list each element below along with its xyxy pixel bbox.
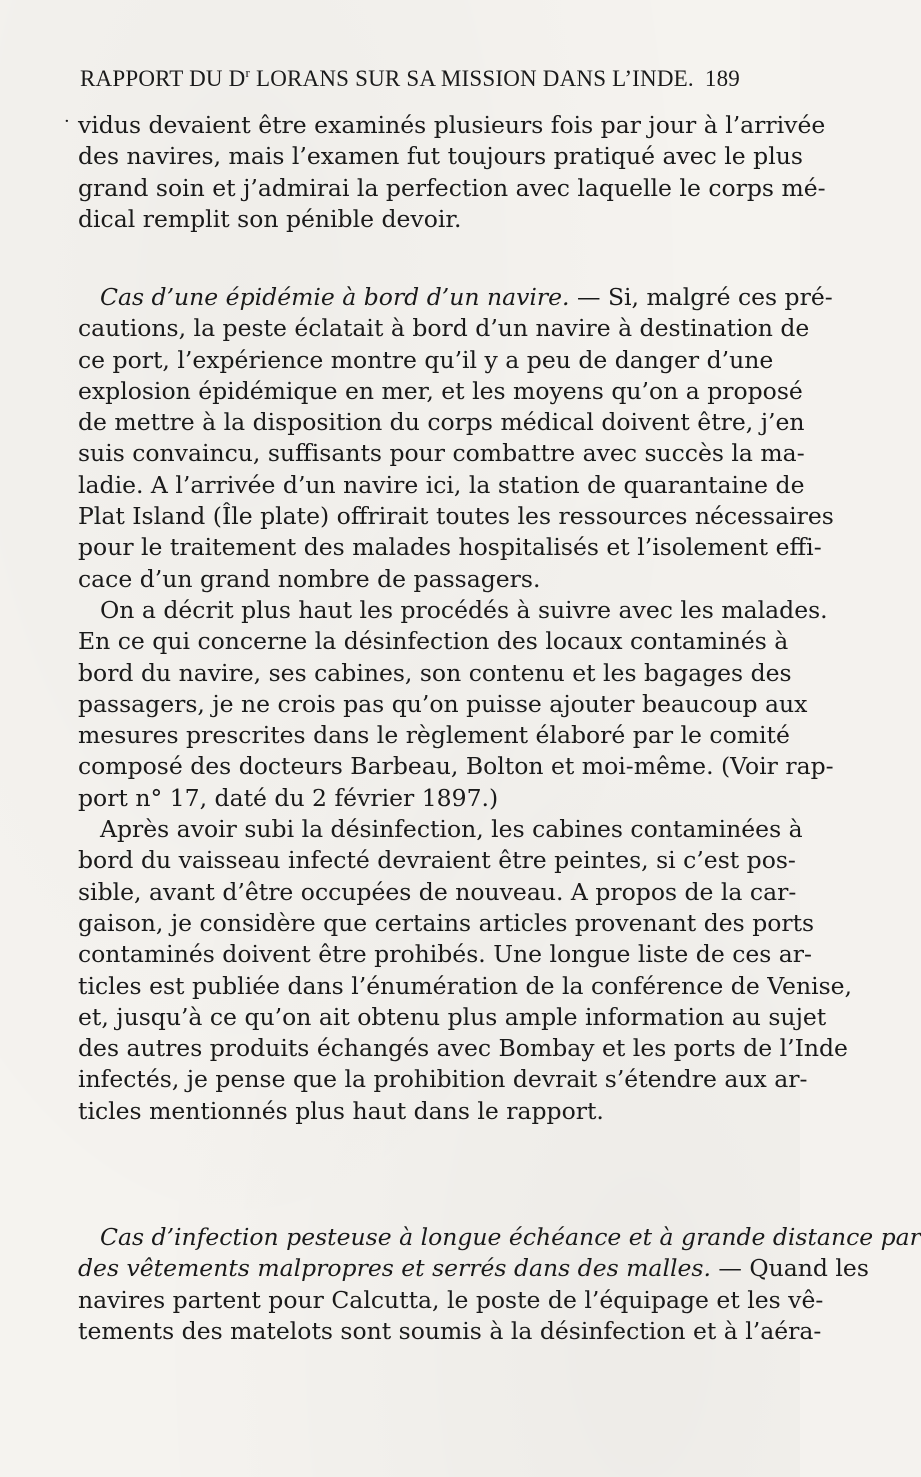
text-line: ladie. A l’arrivée d’un navire ici, la station de quarantaine de [78,470,805,499]
text-line: pour le traitement des malades hospitalisés et l’isolement effi- [78,533,822,562]
text-line: contaminés doivent être prohibés. Une longue liste de ces ar- [78,940,812,969]
text-line: bord du navire, ses cabines, son contenu et les bagages des [78,658,792,687]
text-line: des navires, mais l’examen fut toujours pratiqué avec le plus [78,142,803,171]
text-line: gaison, je considère que certains articles provenant des ports [78,908,815,937]
text-line: Après avoir subi la désinfection, les cabines contaminées à [100,815,803,844]
text-line: cautions, la peste éclatait à bord d’un navire à destination de [78,314,810,343]
text-line: ce port, l’expérience montre qu’il y a peu de danger d’une [78,345,774,374]
text-line: ticles est publiée dans l’énumération de la conférence de Venise, [78,971,853,1000]
text-line: bord du vaisseau infecté devraient être peintes, si c’est pos- [78,846,796,875]
section-heading-continued: des vêtements malpropres et serrés dans des malles. [78,1254,711,1283]
text-line: ticles mentionnés plus haut dans le rapport. [78,1096,604,1125]
running-header [80,66,740,96]
running-title: RAPPORT DU $D^r$ LORANS SUR SA MISSION DANS L’INDE. [80,65,694,91]
text-line: grand soin et j’admirai la perfection avec laquelle le corps mé- [78,173,826,202]
section-heading: Cas d’infection pesteuse à longue échéance et à grande distance par [100,1223,921,1251]
section-epidemic-on-ship [78,282,853,1127]
paragraph-continuation [78,110,826,235]
margin-mark: · [64,111,70,132]
page-number: 189 [704,66,740,91]
text-line: dical remplit son pénible devoir. [78,204,462,233]
text-line: composé des docteurs Barbeau, Bolton et moi-même. (Voir rap- [78,752,834,781]
text-line: vidus devaient être examinés plusieurs fois par jour à l’arrivée [78,111,826,139]
text-line: de mettre à la disposition du corps médical doivent être, j’en [78,408,805,437]
text-line: On a décrit plus haut les procédés à suivre avec les malades. [100,595,828,624]
text-line: Plat Island (Île plate) offrirait toutes les ressources nécessaires [78,502,834,531]
text-line: port n° 17, daté du 2 février 1897.) [78,783,499,812]
text-line: explosion épidémique en mer, et les moyens qu’on a proposé [78,376,803,405]
text-line: des autres produits échangés avec Bombay et les ports de l’Inde [78,1034,848,1063]
text-line: mesures prescrites dans le règlement élaboré par le comité [78,721,790,750]
text-line: et, jusqu’à ce qu’on ait obtenu plus ample information au sujet [78,1002,827,1031]
section-heading: Cas d’une épidémie à bord d’un navire. [100,283,570,311]
text-line: cace d’un grand nombre de passagers. [78,564,541,593]
text-line: infectés, je pense que la prohibition devrait s’étendre aux ar- [78,1065,808,1094]
text-line: sible, avant d’être occupées de nouveau. A propos de la car- [78,877,797,906]
text-line: passagers, je ne crois pas qu’on puisse ajouter beaucoup aux [78,689,808,718]
text-line: navires partent pour Calcutta, le poste de l’équipage et les vê- [78,1285,824,1314]
section-long-distance-infection [78,1222,921,1347]
text-line: suis convaincu, suffisants pour combattre avec succès la ma- [78,439,805,468]
text-line: des vêtements malpropres et serrés dans des malles. — Quand les [78,1254,869,1283]
text-line: tements des matelots sont soumis à la désinfection et à l’aéra- [78,1316,822,1345]
text-line: Cas d’une épidémie à bord d’un navire. — Si, malgré ces pré- [100,283,833,311]
text-line: En ce qui concerne la désinfection des locaux contaminés à [78,627,789,656]
